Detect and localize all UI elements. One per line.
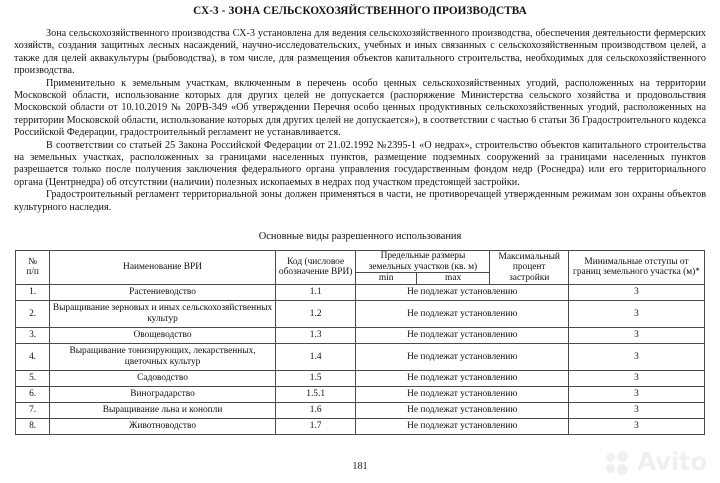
cell-name: Животноводство: [50, 418, 276, 434]
cell-num: 7.: [16, 402, 50, 418]
permitted-use-table: [15, 250, 705, 435]
cell-limits: Не подлежат установлению: [356, 300, 569, 327]
cell-name: Овощеводство: [50, 327, 276, 343]
cell-offset: 3: [568, 402, 704, 418]
cell-name: Выращивание льна и конопли: [50, 402, 276, 418]
cell-code: 1.4: [275, 343, 356, 370]
cell-name: Выращивание зерновых и иных сельскохозяйственных культур: [50, 300, 276, 327]
table-row: [16, 386, 705, 402]
cell-offset: 3: [568, 386, 704, 402]
cell-offset: 3: [568, 418, 704, 434]
header-max: max: [416, 273, 490, 285]
header-code: Код (числовое обозначение ВРИ): [275, 251, 356, 285]
paragraph-2: Применительно к земельным участкам, включенным в перечень особо ценных сельскохозяйственных угодий, расположенных на территории Московской области, использование которых для других целей не допускается (распоряжение Министерства сельского хозяйства и продовольствия Московской области от 10.10.2019 № 20РВ-349 «Об утверждении Перечня особо ценных продуктивных сельскохозяйственных угодий, расположенных на территории Московской области, использование которых для других целей не допускается»), в соответствии с частью 6 статьи 36 Градостроительного кодекса Российской Федерации, градостроительный регламент не устанавливается.: [14, 77, 706, 139]
cell-code: 1.6: [275, 402, 356, 418]
paragraph-3: В соответствии со статьей 25 Закона Российской Федерации от 21.02.1992 №2395-1 «О недрах», строительство объектов капитального строительства на земельных участках, расположенных за границами населенных пунктов, размещение подземных сооружений за границами населенных пунктов разрешается только после получения заключения федерального органа управления государственным фондом недр (Роснедра) или его территориального органа (Центрнедра) об отсутствии (наличии) полезных ископаемых в недрах под участком предстоящей застройки.: [14, 139, 706, 188]
header-max-percent: Максимальный процент застройки: [490, 251, 569, 285]
header-min: min: [356, 273, 416, 285]
page-number: 181: [352, 461, 368, 472]
cell-num: 3.: [16, 327, 50, 343]
cell-code: 1.5: [275, 370, 356, 386]
paragraph-4: Градостроительный регламент территориальной зоны должен применяться в части, не противоречащей утвержденным режимам зон охраны объектов культурного наследия.: [14, 189, 706, 213]
table-header: [16, 251, 705, 285]
cell-offset: 3: [568, 284, 704, 300]
cell-name: Растениеводство: [50, 284, 276, 300]
cell-limits: Не подлежат установлению: [356, 370, 569, 386]
cell-limits: Не подлежат установлению: [356, 284, 569, 300]
header-name: Наименование ВРИ: [50, 251, 276, 285]
cell-code: 1.7: [275, 418, 356, 434]
cell-num: 1.: [16, 284, 50, 300]
cell-name: Виноградарство: [50, 386, 276, 402]
avito-watermark-text: Avito: [637, 447, 707, 476]
section-subtitle: Основные виды разрешенного использования: [258, 231, 462, 243]
header-min-offsets: Минимальные отступы от границ земельного участка (м)*: [568, 251, 704, 285]
cell-code: 1.3: [275, 327, 356, 343]
cell-num: 8.: [16, 418, 50, 434]
cell-code: 1.1: [275, 284, 356, 300]
cell-num: 6.: [16, 386, 50, 402]
cell-code: 1.2: [275, 300, 356, 327]
cell-limits: Не подлежат установлению: [356, 402, 569, 418]
table-body: [16, 284, 705, 434]
cell-offset: 3: [568, 327, 704, 343]
document-page: [0, 5, 720, 483]
table-row: [16, 327, 705, 343]
header-limits-group: Предельные размеры земельных участков (кв. м): [356, 251, 490, 273]
cell-limits: Не подлежат установлению: [356, 327, 569, 343]
cell-offset: 3: [568, 300, 704, 327]
cell-num: 2.: [16, 300, 50, 327]
table-row: [16, 343, 705, 370]
table-row: [16, 300, 705, 327]
paragraph-1: Зона сельскохозяйственного производства СХ-3 установлена для ведения сельскохозяйственного производства, обеспечения деятельности фермерских хозяйств, создания защитных лесных насаждений, научно-исследовательских, учебных и иных связанных с сельскохозяйственным производством целей, а также для целей аквакультуры (рыбоводства), в том числе, для размещения объектов капитального строительства, необходимых для сельскохозяйственного производства.: [14, 28, 706, 77]
cell-limits: Не подлежат установлению: [356, 418, 569, 434]
table-row: [16, 284, 705, 300]
table-row: [16, 370, 705, 386]
header-num: [16, 251, 50, 285]
table-row: [16, 418, 705, 434]
cell-limits: Не подлежат установлению: [356, 386, 569, 402]
cell-num: 5.: [16, 370, 50, 386]
header-num-line2: п/п: [26, 267, 39, 278]
cell-name: Выращивание тонизирующих, лекарственных, цветочных культур: [50, 343, 276, 370]
table-header-row-1: [16, 251, 705, 273]
header-num-line1: №: [28, 256, 38, 267]
cell-num: 4.: [16, 343, 50, 370]
table-row: [16, 402, 705, 418]
cell-name: Садоводство: [50, 370, 276, 386]
cell-offset: 3: [568, 370, 704, 386]
cell-code: 1.5.1: [275, 386, 356, 402]
page-title: СХ-3 - ЗОНА СЕЛЬСКОХОЗЯЙСТВЕННОГО ПРОИЗВОДСТВА: [193, 5, 527, 17]
cell-offset: 3: [568, 343, 704, 370]
cell-limits: Не подлежат установлению: [356, 343, 569, 370]
